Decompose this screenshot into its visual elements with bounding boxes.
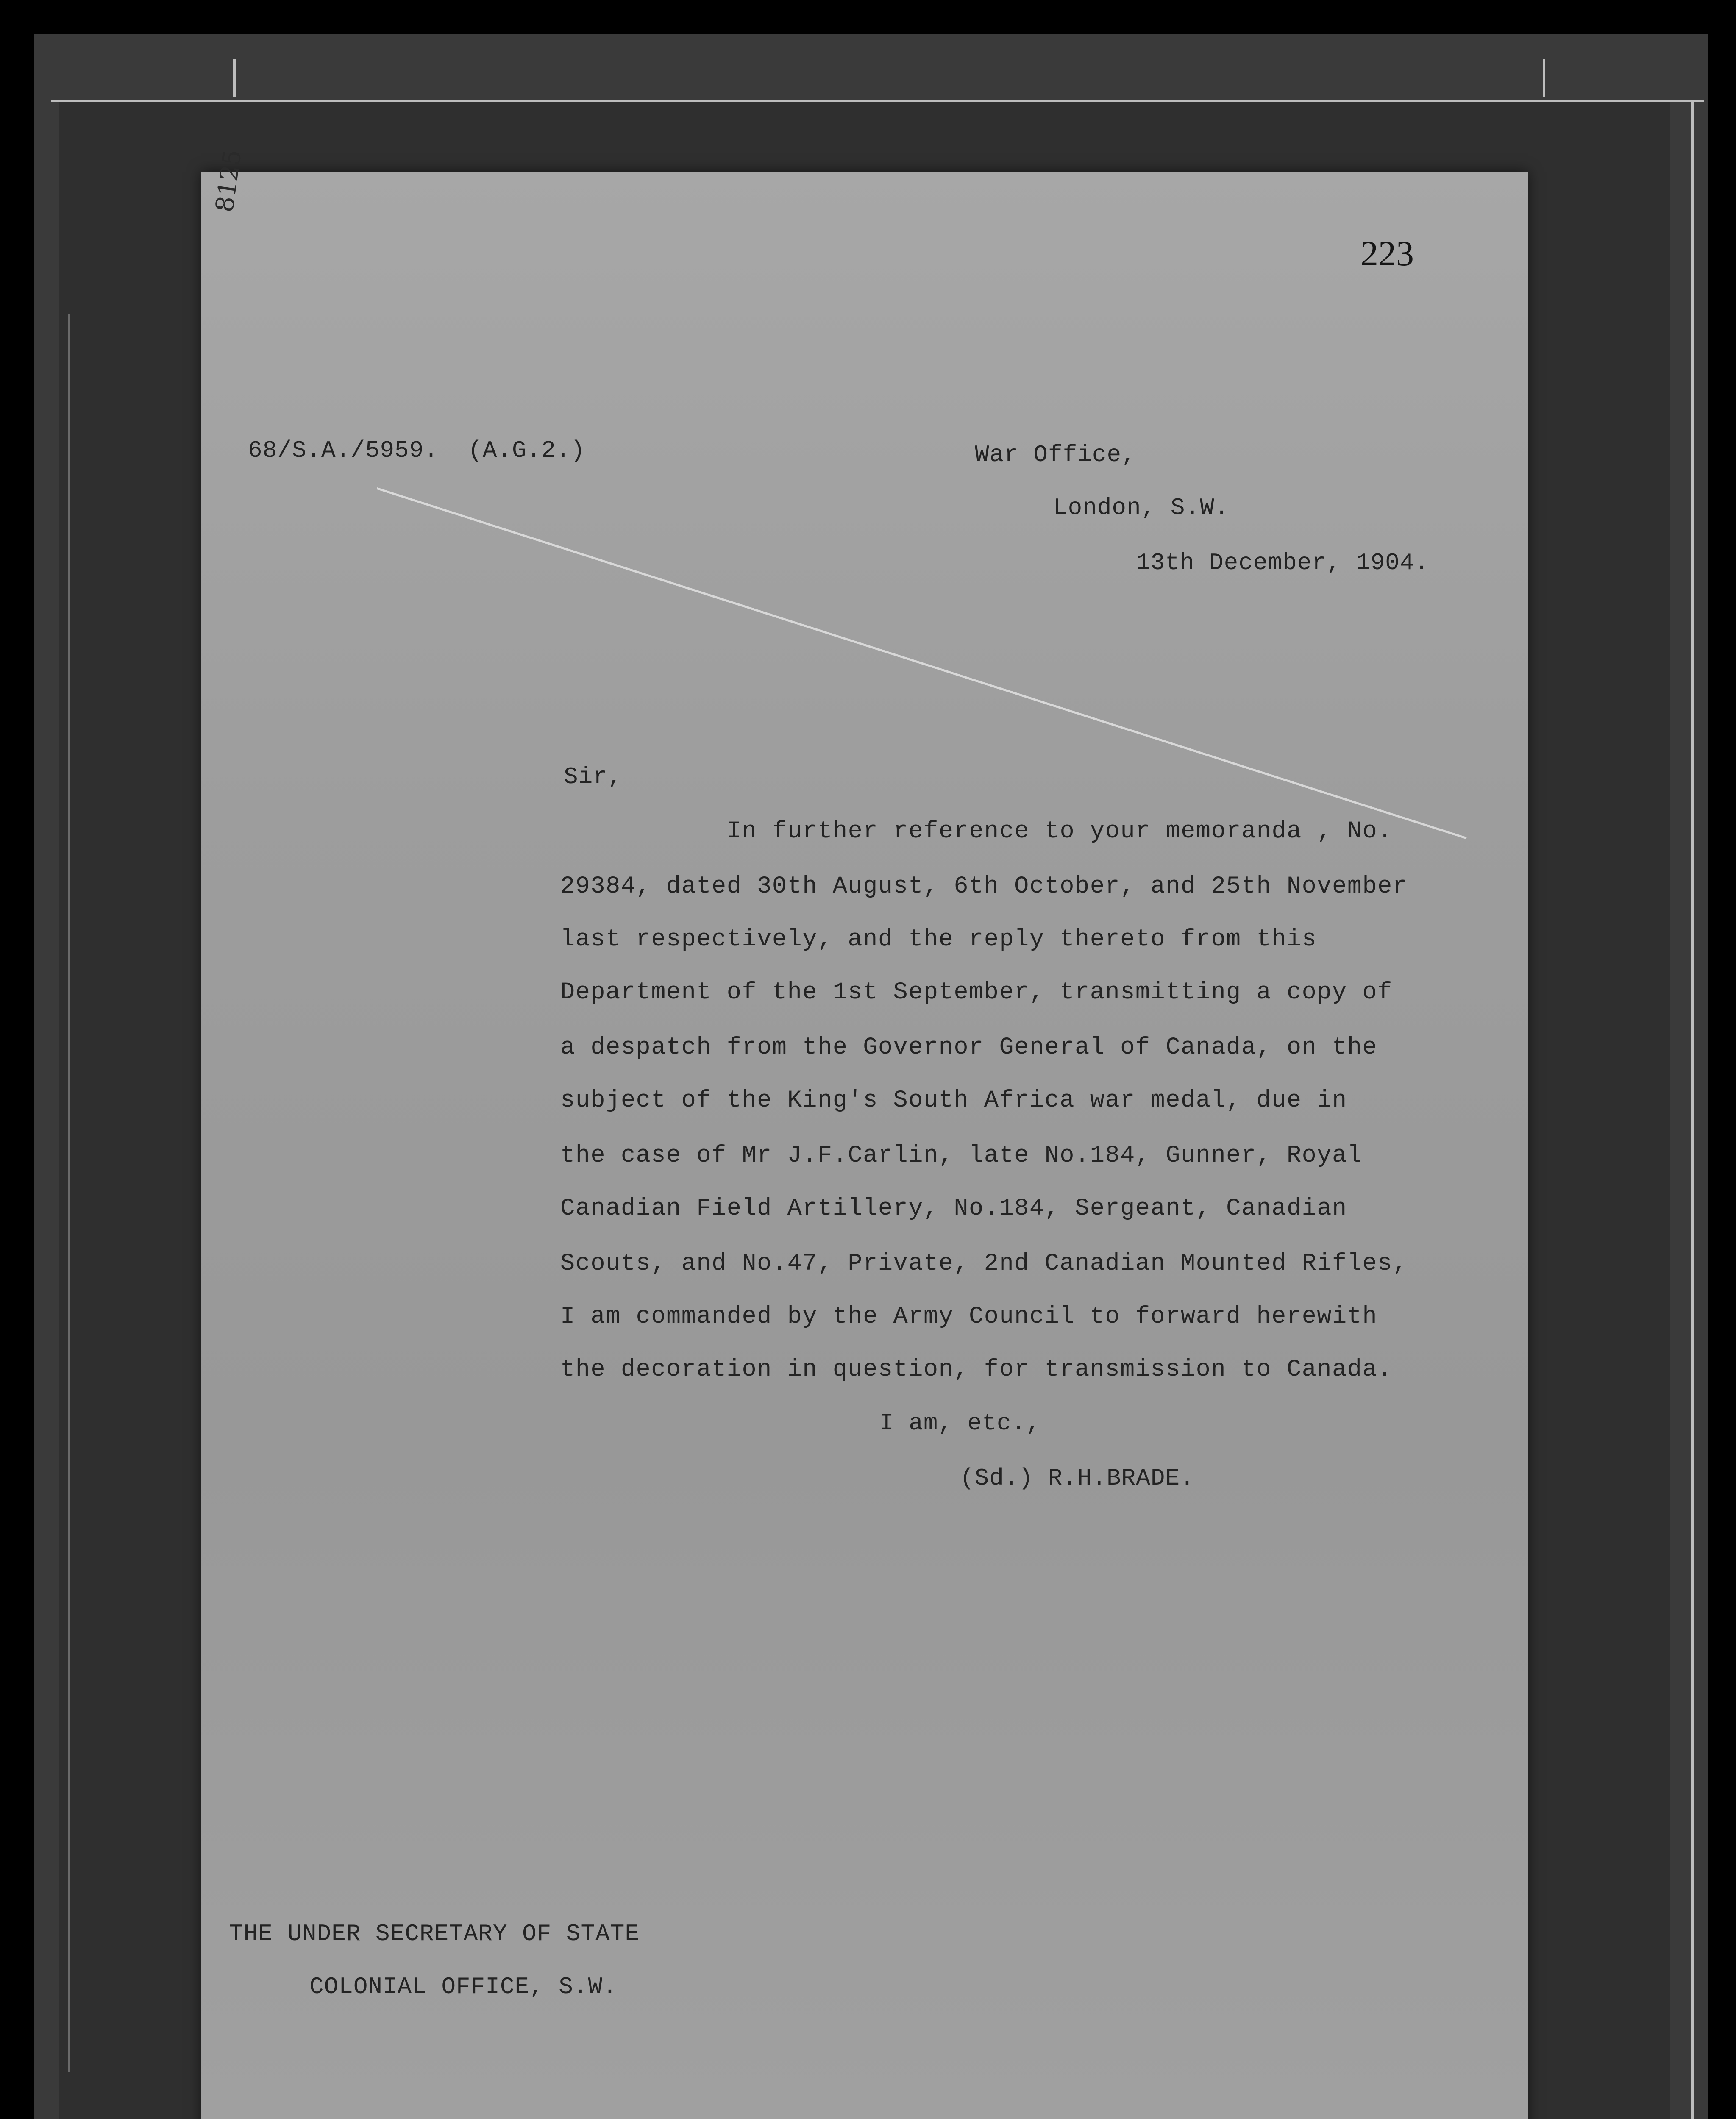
sender-address-line-1: War Office,: [975, 441, 1136, 468]
body-line: Scouts, and No.47, Private, 2nd Canadian Mounted Rifles,: [560, 1250, 1408, 1277]
body-line: last respectively, and the reply thereto from this: [560, 926, 1317, 953]
sender-address-line-2: London, S.W.: [1053, 494, 1230, 521]
signature: (Sd.) R.H.BRADE.: [960, 1465, 1195, 1492]
recipient-line-1: THE UNDER SECRETARY OF STATE: [229, 1920, 640, 1947]
body-line: the decoration in question, for transmission to Canada.: [560, 1356, 1393, 1383]
frame-tick-left: [233, 59, 236, 97]
body-line: In further reference to your memoranda , No.: [727, 818, 1393, 845]
body-line: 29384, dated 30th August, 6th October, and 25th November: [560, 873, 1408, 900]
salutation: Sir,: [564, 763, 623, 790]
body-line: I am commanded by the Army Council to forward herewith: [560, 1303, 1378, 1330]
frame-left-rule: [68, 314, 70, 2072]
frame-tick-right: [1543, 59, 1545, 97]
body-line: Department of the 1st September, transmitting a copy of: [560, 979, 1393, 1006]
body-line: Canadian Field Artillery, No.184, Sergeant, Canadian: [560, 1195, 1347, 1222]
file-reference: 68/S.A./5959. (A.G.2.): [248, 437, 585, 464]
frame-right-rule: [1691, 100, 1694, 2119]
recipient-line-2: COLONIAL OFFICE, S.W.: [309, 1973, 618, 2000]
body-line: a despatch from the Governor General of Canada, on the: [560, 1034, 1378, 1061]
frame-top-rule: [51, 100, 1704, 102]
handwritten-margin-note: 8125: [210, 147, 247, 214]
body-line: the case of Mr J.F.Carlin, late No.184, Gunner, Royal: [560, 1142, 1363, 1169]
page-number: 223: [1360, 234, 1414, 273]
letter-date: 13th December, 1904.: [1136, 549, 1430, 576]
body-line: subject of the King's South Africa war medal, due in: [560, 1087, 1347, 1114]
closing: I am, etc.,: [879, 1410, 1041, 1437]
